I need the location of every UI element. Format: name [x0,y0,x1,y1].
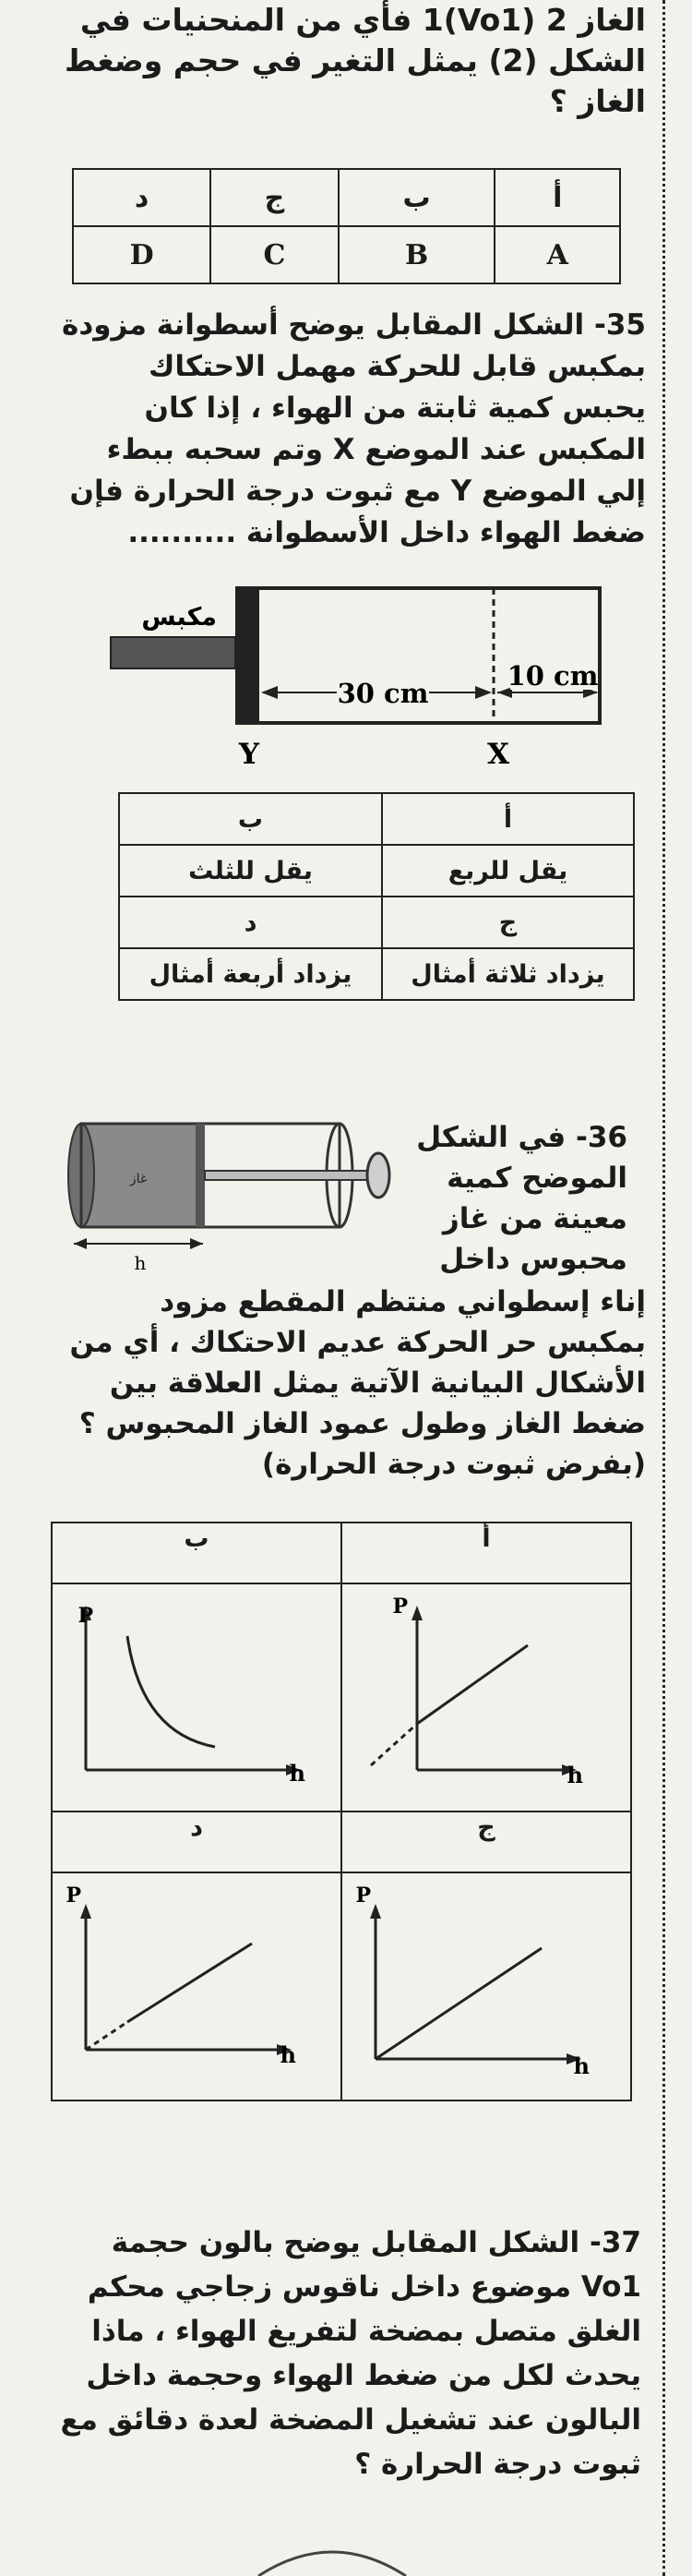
table-row [52,1812,631,1872]
y-axis-label: P [355,1884,371,1908]
question-36-body-part1: في الشكل الموضح كمية معينة من غاز محبوس داخل [416,1121,627,1276]
option-a-text: يقل للربع [382,845,634,897]
graph-line-dashed [86,2022,127,2050]
option-c-text: يزداد ثلاثة أمثال [382,948,634,1000]
distance-10cm-label: 10 cm [507,660,599,692]
question-35-text [55,305,646,554]
q34-answer-table [72,168,621,284]
table-row [119,793,634,845]
graph-line [417,1645,528,1724]
graph-curve [127,1636,215,1747]
graph-a-label: أ [341,1523,631,1583]
graph-b-cell [52,1583,341,1812]
option-b-text: يقل للثلث [119,845,382,897]
q35-options-table [118,792,635,1001]
table-row [73,169,620,226]
gas-cylinder-figure [65,1113,406,1279]
y-axis-label: P [78,1604,93,1628]
graph-a-cell [341,1583,631,1812]
option-a-label: أ [495,169,620,226]
y-axis-label: P [66,1884,81,1908]
option-a-label: أ [382,793,634,845]
table-row [52,1872,631,2101]
piston-disc [196,1124,205,1227]
table-row [119,897,634,948]
question-35-body: الشكل المقابل يوضح أسطوانة مزودة بمكبس قابل للحركة مهمل الاحتكاك يحبس كمية ثابتة من الهواء ، إذا كان المكبس عند الموضع X وتم سحبه ببطء إلي الموضع Y مع ثبوت درجة الحرارة فإن ضغط الهواء داخل الأسطوانة .......... [62,308,646,549]
position-y-label: Y [238,738,260,771]
piston-label: مكبس [141,603,217,632]
cylinder-piston-figure [106,568,623,780]
graph-c-linear-through-origin [348,1874,625,2092]
graph-d-linear-dashed-start [58,1874,335,2092]
y-axis-label: P [392,1595,408,1619]
graph-d-label: د [52,1812,341,1872]
graph-line [127,1944,252,2022]
question-36-text-rest: إناء إسطواني منتظم المقطع مزود بمكبس حر الحركة عديم الاحتكاك ، أي من الأشكال البيانية الآتية يمثل العلاقة بين ضغط الغاز وطول عمود الغاز المحبوس ؟ (بفرض ثبوت درجة الحرارة) [69,1285,646,1481]
length-h-label: h [134,1252,147,1274]
question-37-body: الشكل المقابل يوضح بالون حجمة Vo1 موضوع داخل ناقوس زجاجي محكم الغلق متصل بمضخة لتفريغ الهواء ، ماذا يحدث لكل من ضغط الهواء وحجمة داخل البالون عند تشغيل المضخة لعدة دقائق مع ثبوت درجة الحرارة ؟ [60,2226,641,2481]
option-b-label: ب [119,793,382,845]
question-35-number: 35- [593,308,646,342]
x-axis-label: h [573,2052,590,2079]
graph-d-cell [52,1872,341,2101]
question-37-text [51,2221,641,2486]
option-d-text: يزداد أربعة أمثال [119,948,382,1000]
arrowhead-right [475,686,492,699]
graph-line-dashed [371,1724,417,1765]
graph-c-cell [341,1872,631,2101]
piston-knob [367,1153,389,1198]
x-axis-label: h [289,1760,305,1787]
piston-rod [205,1171,371,1180]
option-d-value: D [73,226,210,283]
x-axis-label: h [567,1762,583,1788]
x-axis-label: h [280,2041,296,2068]
graph-line [376,1948,542,2059]
table-row [73,226,620,283]
table-row [52,1583,631,1812]
option-d-label: د [119,897,382,948]
option-a-value: A [495,226,620,283]
page-bottom-fragment [249,2537,415,2576]
question-37-number: 37- [589,2226,641,2259]
position-x-label: X [486,738,510,771]
option-b-label: ب [339,169,495,226]
gas-label: غاز [129,1172,148,1186]
question-36-text-start [388,1117,627,1280]
option-d-label: د [73,169,210,226]
arrowhead-left [261,686,278,699]
previous-question-tail: الغاز 2 (Vo1)1 فأي من المنحنيات في الشكل (2) يمثل التغير في حجم وضغط الغاز ؟ [64,2,646,119]
option-c-label: ج [210,169,339,226]
table-row [119,948,634,1000]
table-row [119,845,634,897]
question-36-number: 36- [575,1121,627,1154]
graph-a-linear-with-negative-intercept [348,1585,625,1803]
option-c-value: C [210,226,339,283]
distance-30cm-label: 30 cm [337,678,429,709]
graph-b-inverse-curve [58,1585,335,1803]
graph-c-label: ج [341,1812,631,1872]
option-b-value: B [339,226,495,283]
option-c-label: ج [382,897,634,948]
graph-b-label: ب [52,1523,341,1583]
page-dotted-edge [662,0,665,2576]
piston-head [235,586,259,725]
q36-graph-options-table [51,1522,632,2101]
piston-rod [111,637,235,668]
table-row [52,1523,631,1583]
